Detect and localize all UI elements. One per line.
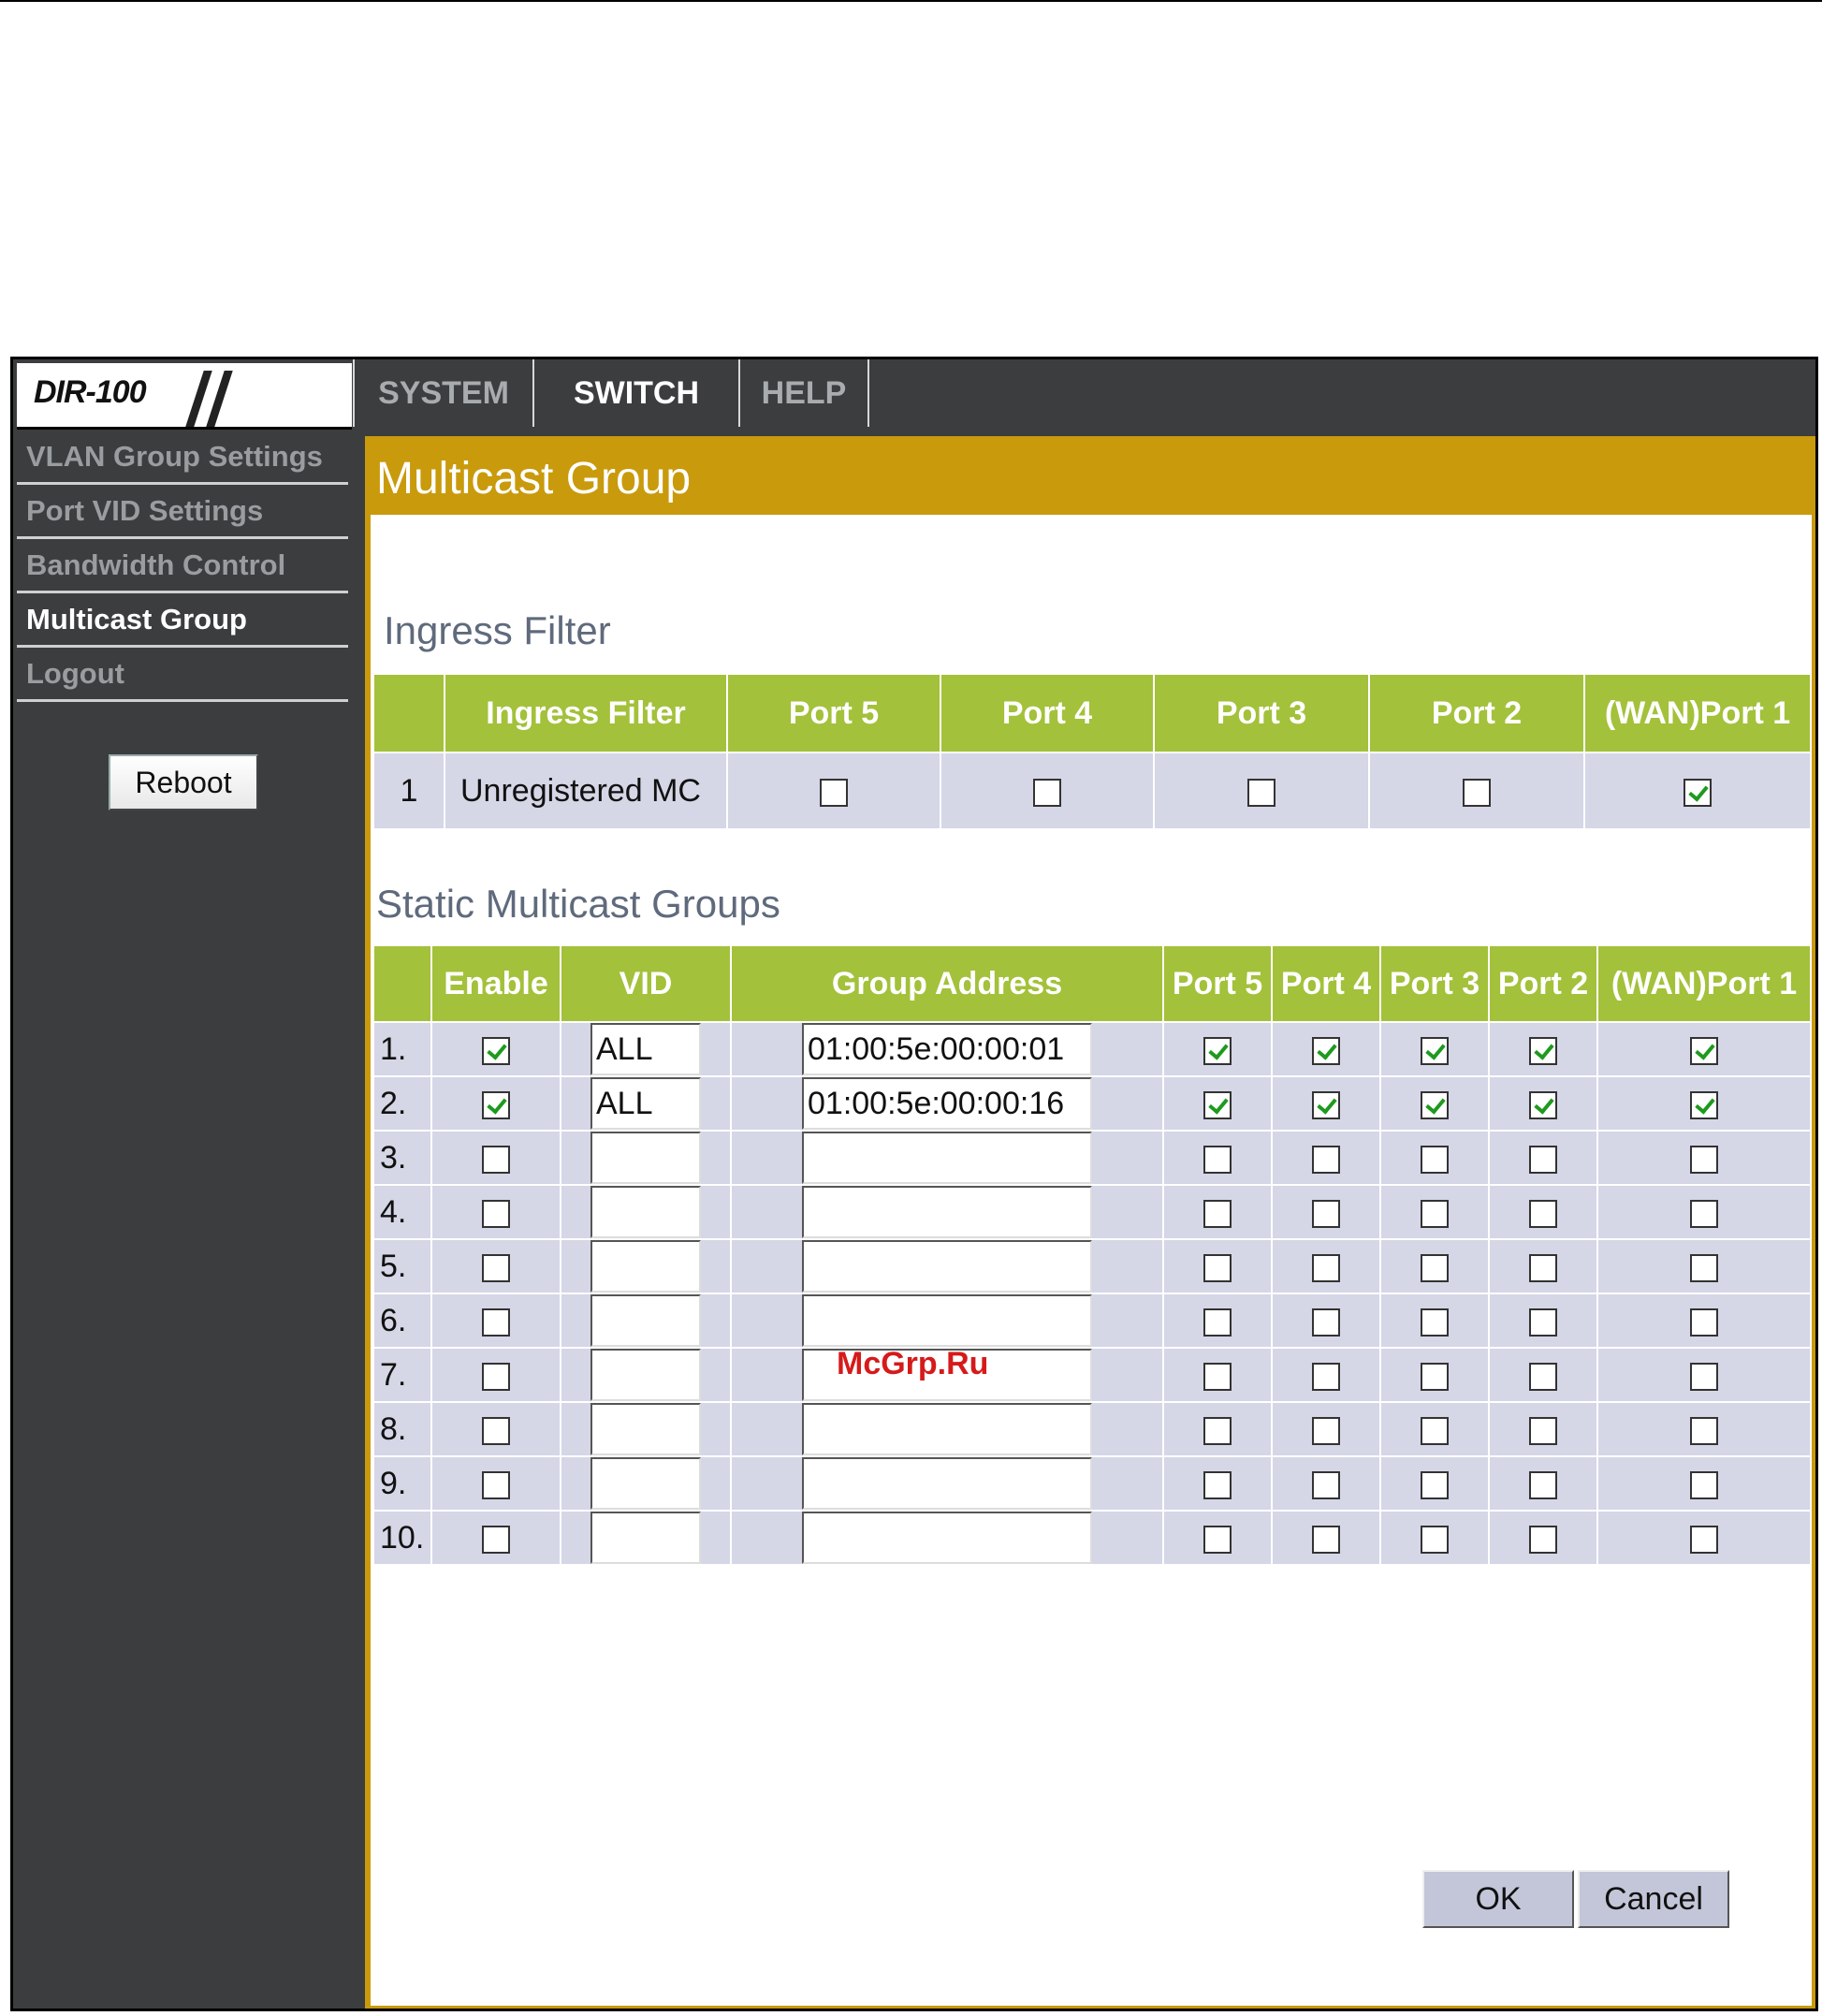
tab-system[interactable] (353, 359, 534, 427)
checkbox[interactable] (482, 1091, 510, 1119)
port-cell (1597, 1131, 1811, 1185)
tab-label: SWITCH (573, 374, 700, 411)
column-header: Port 4 (940, 674, 1154, 752)
column-header: Port 2 (1369, 674, 1584, 752)
column-header: Ingress Filter (445, 674, 727, 752)
port-cell (1597, 1293, 1811, 1348)
port-cell (1597, 1348, 1811, 1402)
checkbox[interactable] (1421, 1471, 1449, 1499)
vid-cell (561, 1076, 731, 1131)
port-cell (1489, 1131, 1597, 1185)
port-cell (1380, 1239, 1489, 1293)
column-header: Port 3 (1154, 674, 1369, 752)
checkbox[interactable] (1312, 1471, 1340, 1499)
group-address-input[interactable] (802, 1403, 1092, 1455)
checkbox[interactable] (1690, 1471, 1718, 1499)
row-index: 7. (373, 1348, 431, 1402)
enable-cell (431, 1456, 561, 1511)
vid-input[interactable] (590, 1186, 701, 1238)
checkbox[interactable] (482, 1308, 510, 1337)
checkbox[interactable] (1203, 1471, 1232, 1499)
port-cell (1489, 1402, 1597, 1456)
static-multicast-groups-section-title: Static Multicast Groups (376, 882, 780, 926)
group-address-cell (731, 1131, 1163, 1185)
column-header: (WAN)Port 1 (1584, 674, 1811, 752)
checkbox[interactable] (1690, 1526, 1718, 1554)
brand-logo (17, 363, 352, 430)
column-header (373, 674, 445, 752)
vid-cell (561, 1348, 731, 1402)
ingress-filter-section-title: Ingress Filter (384, 608, 611, 652)
vid-cell (561, 1022, 731, 1076)
ingress-header-row (373, 674, 1811, 752)
checkbox[interactable] (1529, 1200, 1557, 1228)
group-address-cell (731, 1185, 1163, 1239)
group-address-input[interactable] (802, 1240, 1092, 1293)
checkbox[interactable] (1312, 1526, 1340, 1554)
ingress-filter-label: Unregistered MC (445, 752, 727, 829)
port-cell (1380, 1185, 1489, 1239)
row-index: 8. (373, 1402, 431, 1456)
port-cell (1380, 1511, 1489, 1565)
checkbox[interactable] (1421, 1037, 1449, 1065)
port-cell (1597, 1456, 1811, 1511)
port-cell (1272, 1511, 1380, 1565)
checkbox[interactable] (1529, 1417, 1557, 1445)
port-cell (1163, 1348, 1272, 1402)
vid-input[interactable] (590, 1132, 701, 1184)
enable-cell (431, 1076, 561, 1131)
vid-cell (561, 1131, 731, 1185)
table-row (373, 1131, 1811, 1185)
row-index: 4. (373, 1185, 431, 1239)
checkbox[interactable] (1421, 1417, 1449, 1445)
checkbox[interactable] (1529, 1308, 1557, 1337)
group-address-cell (731, 1293, 1163, 1348)
port-cell (1489, 1293, 1597, 1348)
enable-cell (431, 1293, 561, 1348)
port-cell (1272, 1293, 1380, 1348)
column-header: VID (561, 945, 731, 1022)
checkbox[interactable] (1312, 1363, 1340, 1391)
router-admin-frame (10, 357, 1818, 2011)
enable-cell (431, 1511, 561, 1565)
port-cell (1272, 1402, 1380, 1456)
row-index: 6. (373, 1293, 431, 1348)
port-cell (1489, 1511, 1597, 1565)
row-index: 3. (373, 1131, 431, 1185)
cancel-button[interactable]: Cancel (1578, 1870, 1729, 1928)
checkbox[interactable] (1203, 1146, 1232, 1174)
checkbox[interactable] (482, 1200, 510, 1228)
checkbox[interactable] (1203, 1363, 1232, 1391)
checkbox[interactable] (1312, 1037, 1340, 1065)
column-header: Port 3 (1380, 945, 1489, 1022)
port-cell (1163, 1076, 1272, 1131)
reboot-button[interactable]: Reboot (109, 754, 258, 811)
checkbox[interactable] (1529, 1037, 1557, 1065)
port-cell (1489, 1239, 1597, 1293)
checkbox[interactable] (1312, 1308, 1340, 1337)
vid-input[interactable] (590, 1349, 701, 1401)
table-row (373, 1022, 1811, 1076)
checkbox[interactable] (1529, 1526, 1557, 1554)
port-cell (1163, 1511, 1272, 1565)
column-header: Port 5 (1163, 945, 1272, 1022)
tab-switch[interactable] (532, 359, 740, 427)
vid-input[interactable]: ALL (590, 1023, 701, 1075)
row-index: 1 (373, 752, 445, 829)
checkbox[interactable] (482, 1146, 510, 1174)
static-multicast-groups-table (372, 944, 1812, 1566)
enable-cell (431, 1348, 561, 1402)
checkbox[interactable] (1421, 1308, 1449, 1337)
port-cell (1163, 1456, 1272, 1511)
checkbox[interactable] (1421, 1526, 1449, 1554)
vid-cell (561, 1511, 731, 1565)
row-index: 5. (373, 1239, 431, 1293)
port-cell (1489, 1456, 1597, 1511)
group-address-cell (731, 1402, 1163, 1456)
checkbox[interactable] (1529, 1254, 1557, 1282)
main-content (365, 436, 1817, 2010)
checkbox[interactable] (1690, 1363, 1718, 1391)
checkbox[interactable] (1690, 1200, 1718, 1228)
table-row (373, 1239, 1811, 1293)
enable-cell (431, 1022, 561, 1076)
port-cell (1163, 1402, 1272, 1456)
vid-cell (561, 1239, 731, 1293)
port-cell (1597, 1022, 1811, 1076)
checkbox[interactable] (482, 1417, 510, 1445)
checkbox[interactable] (1203, 1308, 1232, 1337)
sidebar-item-bandwidth-control[interactable]: Bandwidth Control (17, 539, 348, 593)
vid-input[interactable] (590, 1457, 701, 1510)
group-address-cell (731, 1456, 1163, 1511)
checkbox[interactable] (1312, 1146, 1340, 1174)
vid-cell (561, 1293, 731, 1348)
checkbox[interactable] (482, 1037, 510, 1065)
group-address-input[interactable] (802, 1457, 1092, 1510)
sidebar (13, 431, 354, 2009)
checkbox[interactable] (1690, 1037, 1718, 1065)
group-address-input[interactable]: 01:00:5e:00:00:16 (802, 1077, 1092, 1130)
top-navigation (353, 359, 1815, 427)
static-header-row (373, 945, 1811, 1022)
row-index: 1. (373, 1022, 431, 1076)
vid-input[interactable] (590, 1512, 701, 1564)
table-row (373, 1348, 1811, 1402)
port-cell (1272, 1131, 1380, 1185)
page-top-rule (0, 0, 1822, 2)
port-cell (1272, 1239, 1380, 1293)
ok-button[interactable]: OK (1422, 1870, 1574, 1928)
checkbox[interactable] (1690, 1308, 1718, 1337)
port-cell (1489, 1348, 1597, 1402)
port-cell (1597, 1076, 1811, 1131)
port-cell (1272, 1456, 1380, 1511)
port-cell (1597, 1239, 1811, 1293)
column-header: Enable (431, 945, 561, 1022)
tab-label: HELP (761, 374, 847, 411)
port-cell (1272, 1022, 1380, 1076)
table-row (373, 1511, 1811, 1565)
checkbox[interactable] (482, 1254, 510, 1282)
port-cell (1489, 1022, 1597, 1076)
checkbox[interactable] (482, 1363, 510, 1391)
port-cell (727, 752, 940, 829)
port-cell (1154, 752, 1369, 829)
checkbox[interactable] (1529, 1363, 1557, 1391)
checkbox[interactable] (1203, 1526, 1232, 1554)
checkbox[interactable] (1203, 1417, 1232, 1445)
checkbox[interactable] (820, 779, 848, 807)
table-row (373, 1293, 1811, 1348)
table-row (373, 1076, 1811, 1131)
port-cell (1380, 1131, 1489, 1185)
checkbox[interactable] (1421, 1200, 1449, 1228)
checkbox[interactable] (1684, 779, 1712, 807)
sidebar-item-port-vid-settings[interactable]: Port VID Settings (17, 485, 348, 539)
vid-input[interactable]: ALL (590, 1077, 701, 1130)
checkbox[interactable] (1463, 779, 1491, 807)
row-index: 2. (373, 1076, 431, 1131)
table-row (373, 1456, 1811, 1511)
tab-label: SYSTEM (378, 374, 509, 411)
checkbox[interactable] (1690, 1146, 1718, 1174)
vid-cell (561, 1185, 731, 1239)
table-row (373, 1185, 1811, 1239)
port-cell (1584, 752, 1811, 829)
sidebar-item-multicast-group[interactable]: Multicast Group (17, 593, 348, 648)
column-header: Port 4 (1272, 945, 1380, 1022)
checkbox[interactable] (1203, 1037, 1232, 1065)
checkbox[interactable] (1421, 1254, 1449, 1282)
ingress-filter-table (372, 673, 1812, 830)
port-cell (1380, 1456, 1489, 1511)
checkbox[interactable] (1033, 779, 1061, 807)
checkbox[interactable] (1421, 1146, 1449, 1174)
group-address-cell (731, 1022, 1163, 1076)
group-address-input[interactable]: 01:00:5e:00:00:01 (802, 1023, 1092, 1075)
enable-cell (431, 1185, 561, 1239)
row-index: 10. (373, 1511, 431, 1565)
port-cell (1272, 1185, 1380, 1239)
checkbox[interactable] (1529, 1146, 1557, 1174)
port-cell (1489, 1076, 1597, 1131)
checkbox[interactable] (482, 1526, 510, 1554)
enable-cell (431, 1131, 561, 1185)
checkbox[interactable] (1203, 1091, 1232, 1119)
page-title: Multicast Group (371, 442, 1812, 515)
port-cell (1489, 1185, 1597, 1239)
logo-text: DIR-100 (34, 374, 146, 410)
port-cell (1380, 1348, 1489, 1402)
checkbox[interactable] (1312, 1091, 1340, 1119)
checkbox[interactable] (1690, 1417, 1718, 1445)
port-cell (1597, 1402, 1811, 1456)
checkbox[interactable] (1421, 1091, 1449, 1119)
enable-cell (431, 1239, 561, 1293)
checkbox[interactable] (1529, 1471, 1557, 1499)
table-row (373, 1402, 1811, 1456)
checkbox[interactable] (1690, 1091, 1718, 1119)
checkbox[interactable] (1312, 1200, 1340, 1228)
table-row (373, 752, 1811, 829)
checkbox[interactable] (1203, 1254, 1232, 1282)
port-cell (1163, 1293, 1272, 1348)
port-cell (1597, 1511, 1811, 1565)
port-cell (1272, 1348, 1380, 1402)
port-cell (940, 752, 1154, 829)
checkbox[interactable] (1312, 1254, 1340, 1282)
port-cell (1369, 752, 1584, 829)
vid-cell (561, 1402, 731, 1456)
checkbox[interactable] (1312, 1417, 1340, 1445)
checkbox[interactable] (482, 1471, 510, 1499)
vid-cell (561, 1456, 731, 1511)
tab-help[interactable] (738, 359, 869, 427)
group-address-cell (731, 1511, 1163, 1565)
port-cell (1380, 1022, 1489, 1076)
row-index: 9. (373, 1456, 431, 1511)
column-header (373, 945, 431, 1022)
port-cell (1380, 1076, 1489, 1131)
checkbox[interactable] (1529, 1091, 1557, 1119)
watermark-text: McGrp.Ru (837, 1346, 989, 1381)
port-cell (1163, 1239, 1272, 1293)
checkbox[interactable] (1247, 779, 1275, 807)
logo-slash-icon (206, 371, 232, 427)
port-cell (1163, 1022, 1272, 1076)
vid-input[interactable] (590, 1294, 701, 1347)
group-address-cell (731, 1239, 1163, 1293)
port-cell (1163, 1185, 1272, 1239)
sidebar-item-vlan-group-settings[interactable]: VLAN Group Settings (17, 431, 348, 485)
group-address-input[interactable] (802, 1186, 1092, 1238)
vid-input[interactable] (590, 1403, 701, 1455)
column-header: (WAN)Port 1 (1597, 945, 1811, 1022)
group-address-input[interactable] (802, 1294, 1092, 1347)
vid-input[interactable] (590, 1240, 701, 1293)
port-cell (1380, 1402, 1489, 1456)
port-cell (1597, 1185, 1811, 1239)
port-cell (1380, 1293, 1489, 1348)
column-header: Port 5 (727, 674, 940, 752)
port-cell (1272, 1076, 1380, 1131)
checkbox[interactable] (1203, 1200, 1232, 1228)
column-header: Port 2 (1489, 945, 1597, 1022)
group-address-input[interactable] (802, 1512, 1092, 1564)
checkbox[interactable] (1421, 1363, 1449, 1391)
checkbox[interactable] (1690, 1254, 1718, 1282)
port-cell (1163, 1131, 1272, 1185)
enable-cell (431, 1402, 561, 1456)
group-address-input[interactable] (802, 1132, 1092, 1184)
column-header: Group Address (731, 945, 1163, 1022)
group-address-cell (731, 1076, 1163, 1131)
sidebar-item-logout[interactable]: Logout (17, 648, 348, 702)
